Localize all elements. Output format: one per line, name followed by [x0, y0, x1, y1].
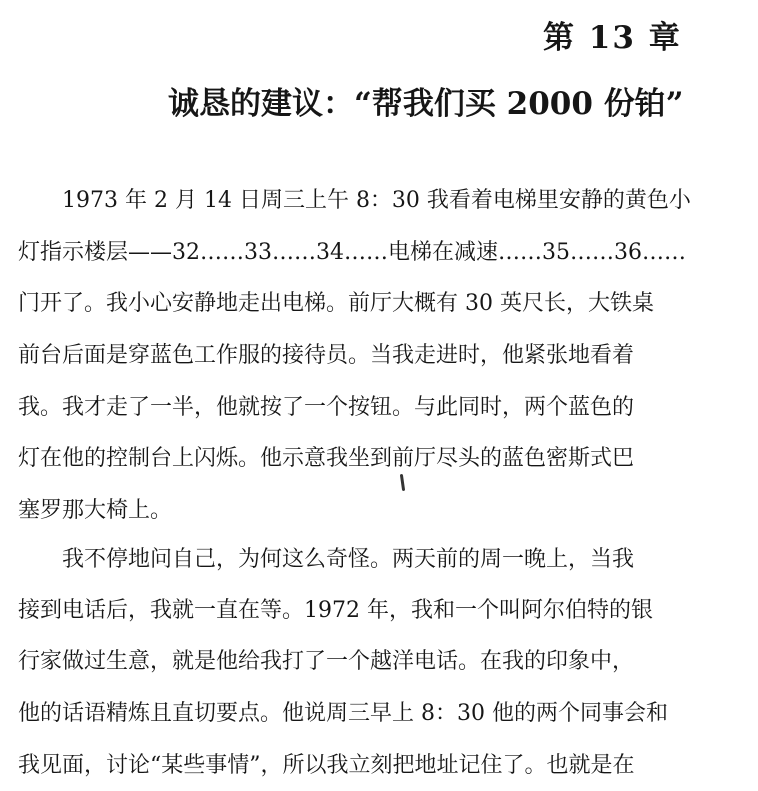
- text-line: 我不停地问自己，为何这么奇怪。两天前的周一晚上，当我: [62, 547, 635, 572]
- text-line: 我见面，讨论“某些事情”，所以我立刻把地址记住了。也就是在: [18, 753, 635, 778]
- text-line: 他的话语精炼且直切要点。他说周三早上 8：30 他的两个同事会和: [18, 701, 668, 726]
- text-line: 前台后面是穿蓝色工作服的接待员。当我走进时，他紧张地看着: [18, 343, 635, 368]
- text-line: 我。我才走了一半，他就按了一个按钮。与此同时，两个蓝色的: [18, 395, 635, 420]
- chapter-title: 诚恳的建议：“帮我们买 2000 份铂”: [168, 86, 684, 122]
- print-speck: [400, 474, 405, 491]
- text-line: 1973 年 2 月 14 日周三上午 8：30 我看着电梯里安静的黄色小: [62, 188, 691, 213]
- text-line: 灯指示楼层——32……33……34……电梯在减速……35……36……: [18, 240, 686, 265]
- text-line: 接到电话后，我就一直在等。1972 年，我和一个叫阿尔伯特的银: [18, 598, 653, 623]
- text-line: 门开了。我小心安静地走出电梯。前厅大概有 30 英尺长，大铁桌: [18, 291, 654, 316]
- chapter-heading: 第 13 章: [543, 20, 682, 56]
- text-line: 灯在他的控制台上闪烁。他示意我坐到前厅尽头的蓝色密斯式巴: [18, 446, 635, 471]
- text-line: 塞罗那大椅上。: [18, 498, 173, 523]
- text-line: 行家做过生意，就是他给我打了一个越洋电话。在我的印象中，: [18, 649, 635, 674]
